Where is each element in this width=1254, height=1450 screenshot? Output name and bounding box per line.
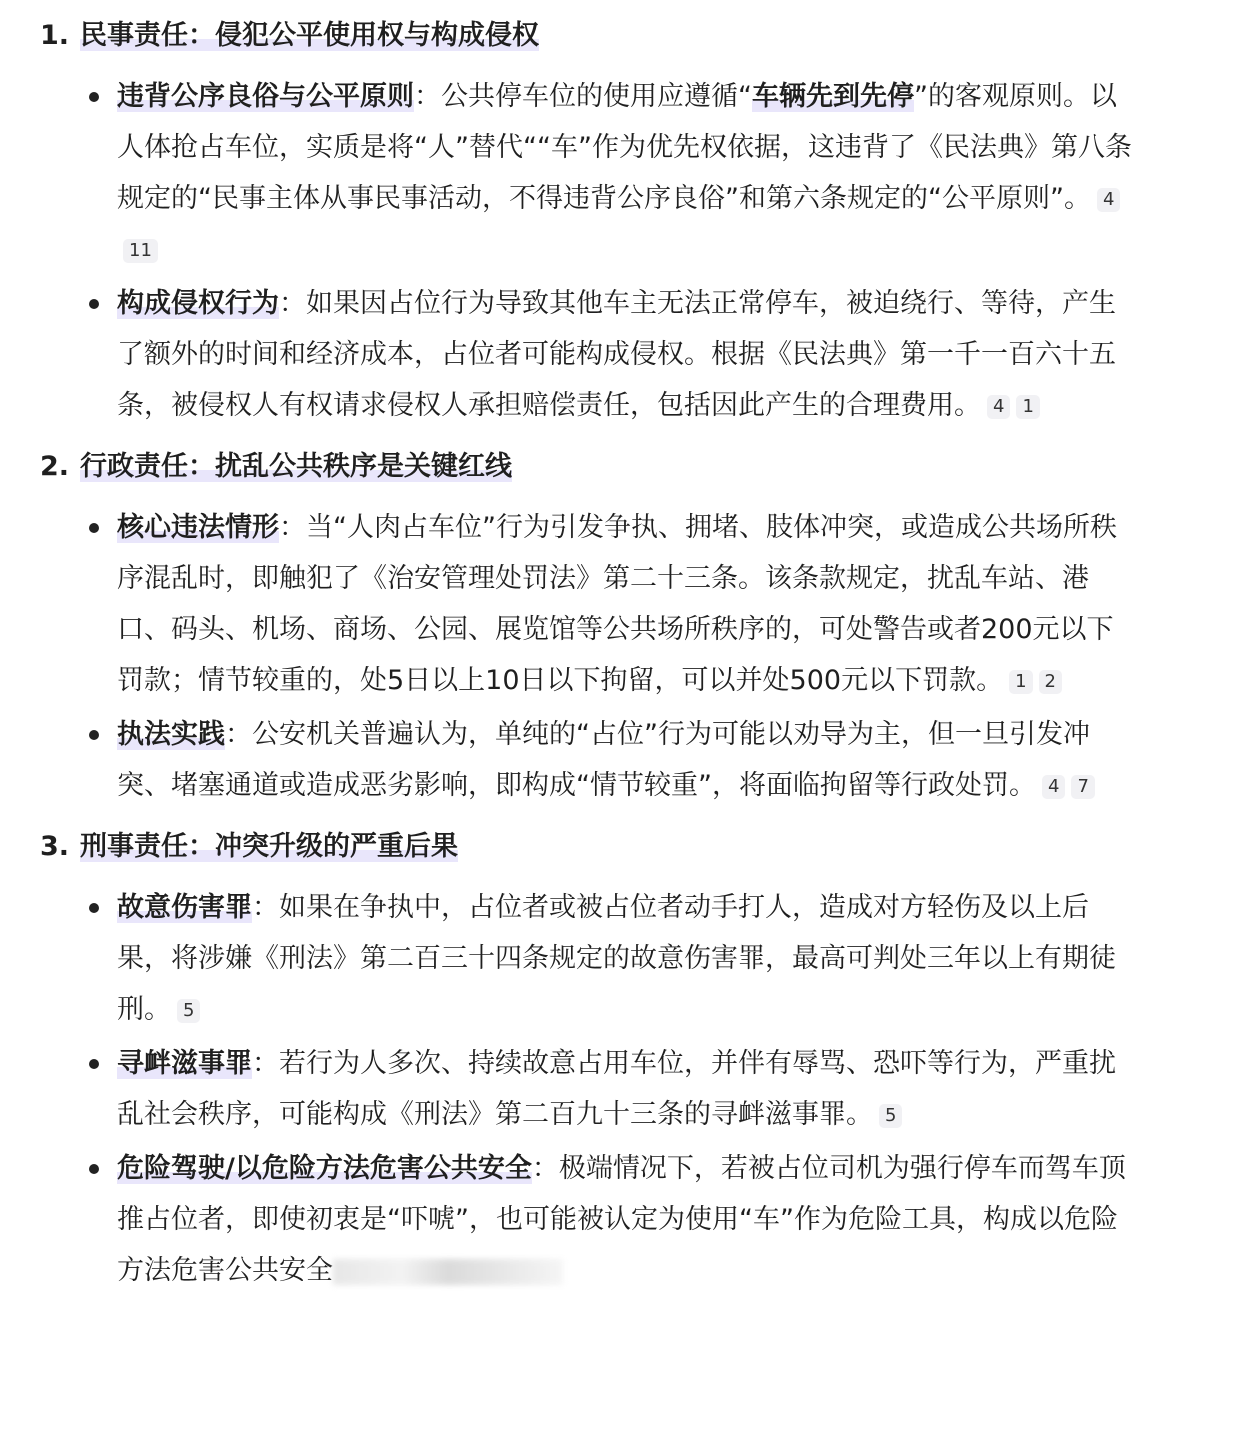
citation-badge[interactable]: 5 [879, 1104, 902, 1128]
section [0, 10, 1254, 431]
section-number: 1. [40, 20, 70, 51]
list-item [117, 502, 1132, 706]
list-item [117, 882, 1132, 1035]
item-emphasis: 车辆先到先停 [752, 81, 914, 112]
citation-badge[interactable]: 4 [987, 395, 1010, 419]
item-label: 寻衅滋事罪 [117, 1048, 252, 1079]
section-heading [40, 821, 1254, 872]
bullet-icon [89, 523, 99, 533]
item-text: ：极端情况下，若被占位司机为强行停车而驾车顶推占位者，即使初衷是“吓唬”，也可能被认定为使用“车”作为危险工具，构成以危险方法危害公共安全 [117, 1153, 1126, 1286]
bullet-icon [89, 92, 99, 102]
item-label: 违背公序良俗与公平原则 [117, 81, 414, 112]
section-title: 行政责任：扰乱公共秩序是关键红线 [80, 451, 512, 482]
citation-badge[interactable]: 5 [177, 999, 200, 1023]
list-item [117, 709, 1132, 811]
citation-badge[interactable]: 1 [1016, 395, 1039, 419]
section [0, 821, 1254, 1296]
list-item [117, 71, 1132, 275]
section-title: 刑事责任：冲突升级的严重后果 [80, 831, 458, 862]
section-number: 3. [40, 831, 70, 862]
item-text: ：如果因占位行为导致其他车主无法正常停车，被迫绕行、等待，产生了额外的时间和经济成本，占位者可能构成侵权。根据《民法典》第一千一百六十五条，被侵权人有权请求侵权人承担赔偿责任，包括因此产生的合理费用。 [117, 288, 1116, 421]
citation-badge[interactable]: 4 [1097, 188, 1120, 212]
item-label: 危险驾驶/以危险方法危害公共安全 [117, 1153, 532, 1184]
bullet-list [0, 71, 1254, 431]
item-label: 核心违法情形 [117, 512, 279, 543]
item-label: 执法实践 [117, 719, 225, 750]
item-text: ”的客观原则。以人体抢占车位，实质是将“人”替代““车”作为优先权依据，这违背了《民法典》第八条规定的“民事主体从事民事活动，不得违背公序良俗”和第六条规定的“公平原则”。 [117, 81, 1132, 214]
item-label: 构成侵权行为 [117, 288, 279, 319]
bullet-list [0, 502, 1254, 811]
item-text: ：若行为人多次、持续故意占用车位，并伴有辱骂、恐吓等行为，严重扰乱社会秩序，可能构成《刑法》第二百九十三条的寻衅滋事罪。 [117, 1048, 1116, 1130]
item-label: 故意伤害罪 [117, 892, 252, 923]
section-heading [40, 10, 1254, 61]
citation-badge[interactable]: 4 [1042, 775, 1065, 799]
blurred-overlay [333, 1259, 563, 1285]
section-heading [40, 441, 1254, 492]
bullet-icon [89, 730, 99, 740]
item-text: ：公共停车位的使用应遵循“ [414, 81, 752, 112]
item-text: ：如果在争执中，占位者或被占位者动手打人，造成对方轻伤及以上后果，将涉嫌《刑法》第二百三十四条规定的故意伤害罪，最高可判处三年以上有期徒刑。 [117, 892, 1116, 1025]
list-item [117, 1143, 1132, 1296]
bullet-icon [89, 299, 99, 309]
section-title: 民事责任：侵犯公平使用权与构成侵权 [80, 20, 539, 51]
bullet-icon [89, 903, 99, 913]
citation-badge[interactable]: 1 [1009, 670, 1032, 694]
item-text: ：公安机关普遍认为，单纯的“占位”行为可能以劝导为主，但一旦引发冲突、堵塞通道或造成恶劣影响，即构成“情节较重”，将面临拘留等行政处罚。 [117, 719, 1090, 801]
bullet-list [0, 882, 1254, 1296]
citation-badge[interactable]: 2 [1039, 670, 1062, 694]
bullet-icon [89, 1059, 99, 1069]
citation-badge[interactable]: 11 [123, 239, 158, 263]
section [0, 441, 1254, 811]
list-item [117, 278, 1132, 431]
list-item [117, 1038, 1132, 1140]
item-text: ：当“人肉占车位”行为引发争执、拥堵、肢体冲突，或造成公共场所秩序混乱时，即触犯了《治安管理处罚法》第二十三条。该条款规定，扰乱车站、港口、码头、机场、商场、公园、展览馆等公共场所秩序的，可处警告或者200元以下罚款；情节较重的，处5日以上10日以下拘留，可以并处500元以下罚款。 [117, 512, 1117, 696]
citation-badge[interactable]: 7 [1071, 775, 1094, 799]
section-number: 2. [40, 451, 70, 482]
bullet-icon [89, 1164, 99, 1174]
